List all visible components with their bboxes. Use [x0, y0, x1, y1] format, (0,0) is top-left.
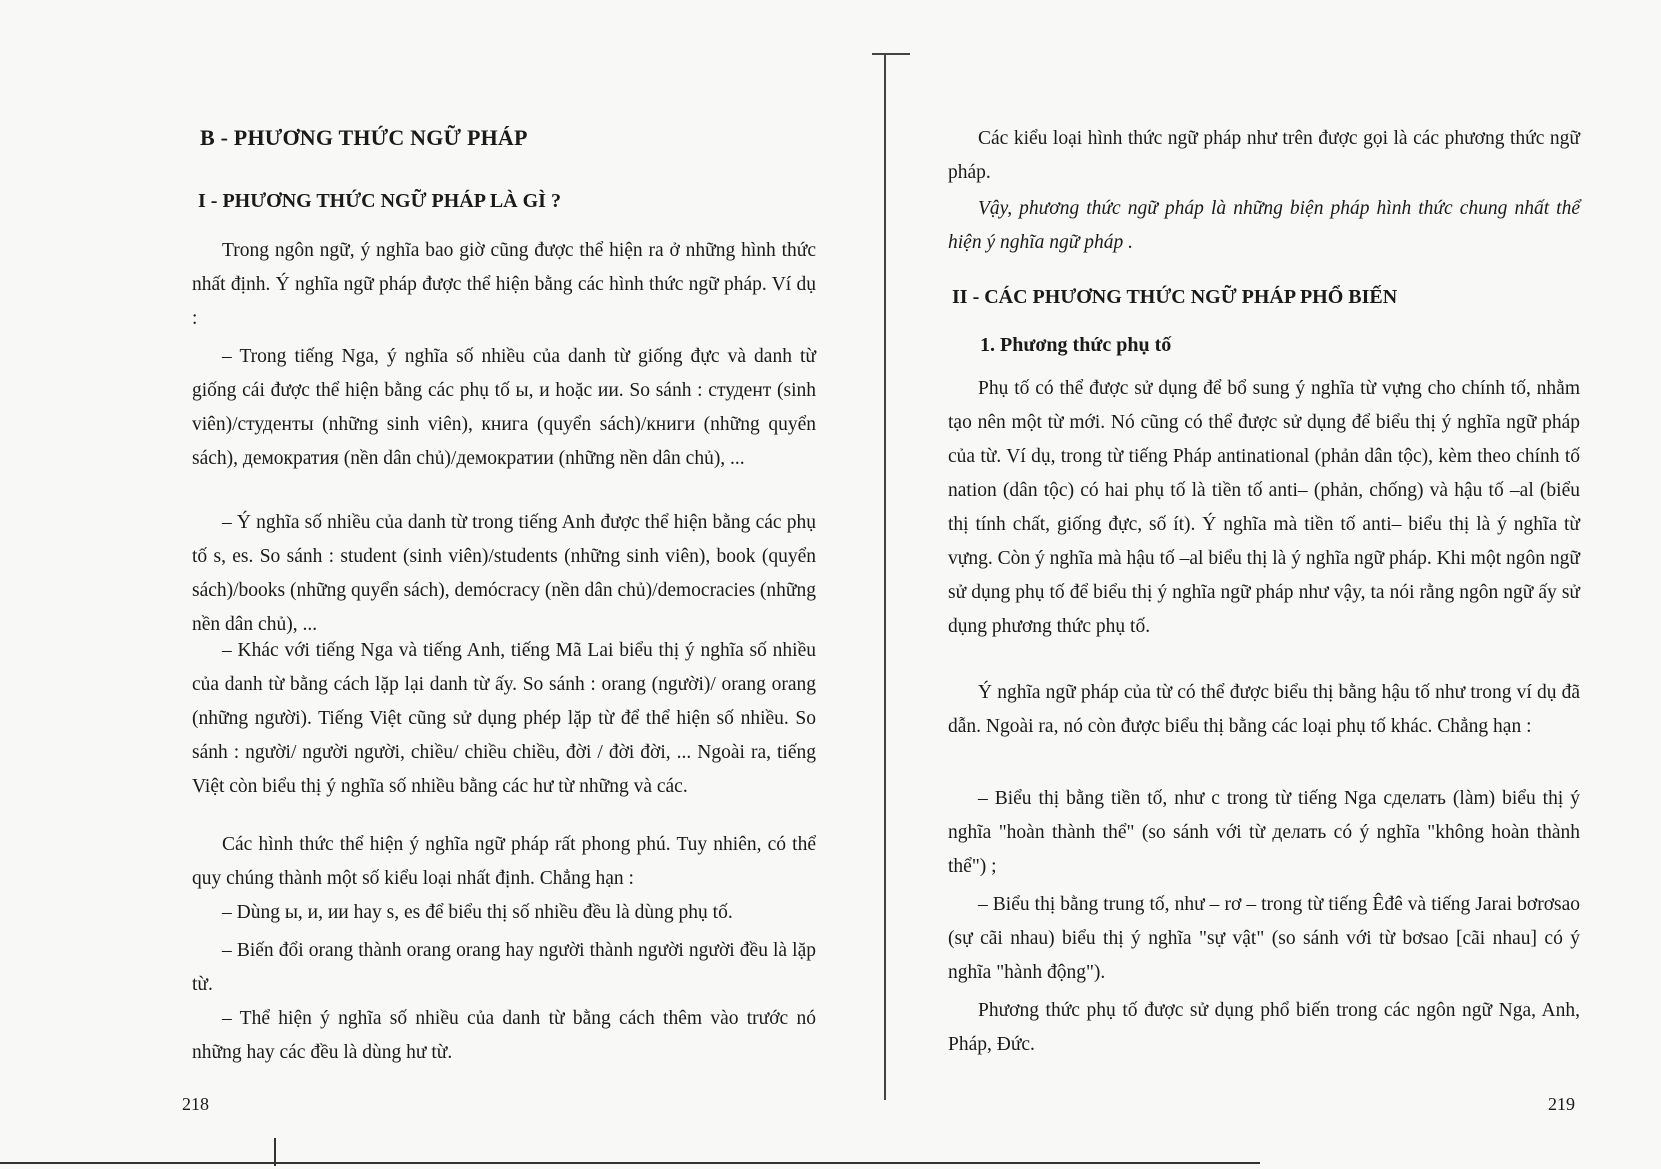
- paragraph-english-example: – Ý nghĩa số nhiều của danh từ trong tiếng Anh được thể hiện bằng các phụ tố s, es. So sánh : student (sinh viên)/students (những sinh viên), book (quyển sách)/books (những quyển sách), demócracy (nền dân chủ)/democracies (những nền dân chủ), ...: [192, 512, 816, 635]
- paragraph-malay-vietnamese-example: – Khác với tiếng Nga và tiếng Anh, tiếng Mã Lai biểu thị ý nghĩa số nhiều của danh từ bằng cách lặp lại danh từ ấy. So sánh : orang (người)/ orang orang (những người). Tiếng Việt cũng sử dụng phép lặp từ để thể hiện số nhiều. So sánh : người/ người người, chiều/ chiều chiều, đời / đời đời, ... Ngoài ra, tiếng Việt còn biểu thị ý nghĩa số nhiều bằng các hư từ những và các.: [192, 640, 816, 797]
- paragraph-types-called-methods: Các kiểu loại hình thức ngữ pháp như trên được gọi là các phương thức ngữ pháp.: [948, 128, 1580, 183]
- paragraph-affix-definition: Phụ tố có thể được sử dụng để bổ sung ý nghĩa từ vựng cho chính tố, nhằm tạo nên một từ mới. Nó cũng có thể được sử dụng để biểu thị ý nghĩa ngữ pháp của từ. Ví dụ, trong từ tiếng Pháp antinational (phản dân tộc), kèm theo chính tố nation (dân tộc) có hai phụ tố là tiền tố anti– (phản, chống) và hậu tố –al (biểu thị tính chất, giống đực, số ít). Ý nghĩa mà tiền tố anti– biểu thị là ý nghĩa từ vựng. Còn ý nghĩa mà hậu tố –al biểu thị là ý nghĩa ngữ pháp. Khi một ngôn ngữ sử dụng phụ tố để biểu thị ý nghĩa ngữ pháp như vậy, ta nói rằng ngôn ngữ ấy sử dụng phương thức phụ tố.: [948, 378, 1580, 637]
- paragraph-prefix-example: – Biểu thị bằng tiền tố, như с trong từ tiếng Nga сделать (làm) biểu thị ý nghĩa "hoàn thành thể" (so sánh với từ делать có ý nghĩa "không hoàn thành thể") ;: [948, 788, 1580, 877]
- paragraph-suffix-note: Ý nghĩa ngữ pháp của từ có thể được biểu thị bằng hậu tố như trong ví dụ đã dẫn. Ngoài ra, nó còn được biểu thị bằng các loại phụ tố khác. Chẳng hạn :: [948, 682, 1580, 737]
- paragraph-function-word-point: – Thể hiện ý nghĩa số nhiều của danh từ bằng cách thêm vào trước nó những hay các đều là dùng hư từ.: [192, 1008, 816, 1063]
- subheading-ii: II - CÁC PHƯƠNG THỨC NGỮ PHÁP PHỔ BIẾN: [952, 286, 1398, 308]
- section-1-title: 1. Phương thức phụ tố: [980, 334, 1172, 356]
- page-number-left: 218: [182, 1094, 209, 1114]
- subheading-i: I - PHƯƠNG THỨC NGỮ PHÁP LÀ GÌ ?: [198, 190, 561, 212]
- paragraph-russian-example: – Trong tiếng Nga, ý nghĩa số nhiều của danh từ giống đực và danh từ giống cái được thể hiện bằng các phụ tố ы, и hoặc ии. So sánh : студент (sinh viên)/студенты (những sinh viên), книга (quyển sách)/книги (những quyển sách), демократия (nền dân chủ)/демократии (những nền dân chủ), ...: [192, 346, 816, 469]
- right-page: [880, 0, 1661, 1169]
- paragraph-definition: Vậy, phương thức ngữ pháp là những biện pháp hình thức chung nhất thể hiện ý nghĩa ngữ pháp .: [948, 198, 1580, 253]
- paragraph-affix-languages: Phương thức phụ tố được sử dụng phổ biến trong các ngôn ngữ Nga, Anh, Pháp, Đức.: [948, 1000, 1580, 1055]
- section-heading-b: B - PHƯƠNG THỨC NGỮ PHÁP: [200, 125, 528, 150]
- paragraph-1: Trong ngôn ngữ, ý nghĩa bao giờ cũng được thể hiện ra ở những hình thức nhất định. Ý nghĩa ngữ pháp được thể hiện bằng các hình thức ngữ pháp. Ví dụ :: [192, 240, 816, 329]
- page-number-right: 219: [1548, 1094, 1575, 1114]
- paragraph-affix-point: – Dùng ы, и, ии hay s, es để biểu thị số nhiều đều là dùng phụ tố.: [222, 902, 733, 923]
- paragraph-infix-example: – Biểu thị bằng trung tố, như – rơ – trong từ tiếng Êđê và tiếng Jarai bơrơsao (sự cãi nhau) biểu thị ý nghĩa "sự vật" (so sánh với từ bơsao [cãi nhau] có ý nghĩa "hành động").: [948, 894, 1580, 983]
- paragraph-forms-summary: Các hình thức thể hiện ý nghĩa ngữ pháp rất phong phú. Tuy nhiên, có thể quy chúng thành một số kiểu loại nhất định. Chẳng hạn :: [192, 834, 816, 889]
- paragraph-reduplication-point: – Biến đổi orang thành orang orang hay người thành người người đều là lặp từ.: [192, 940, 816, 995]
